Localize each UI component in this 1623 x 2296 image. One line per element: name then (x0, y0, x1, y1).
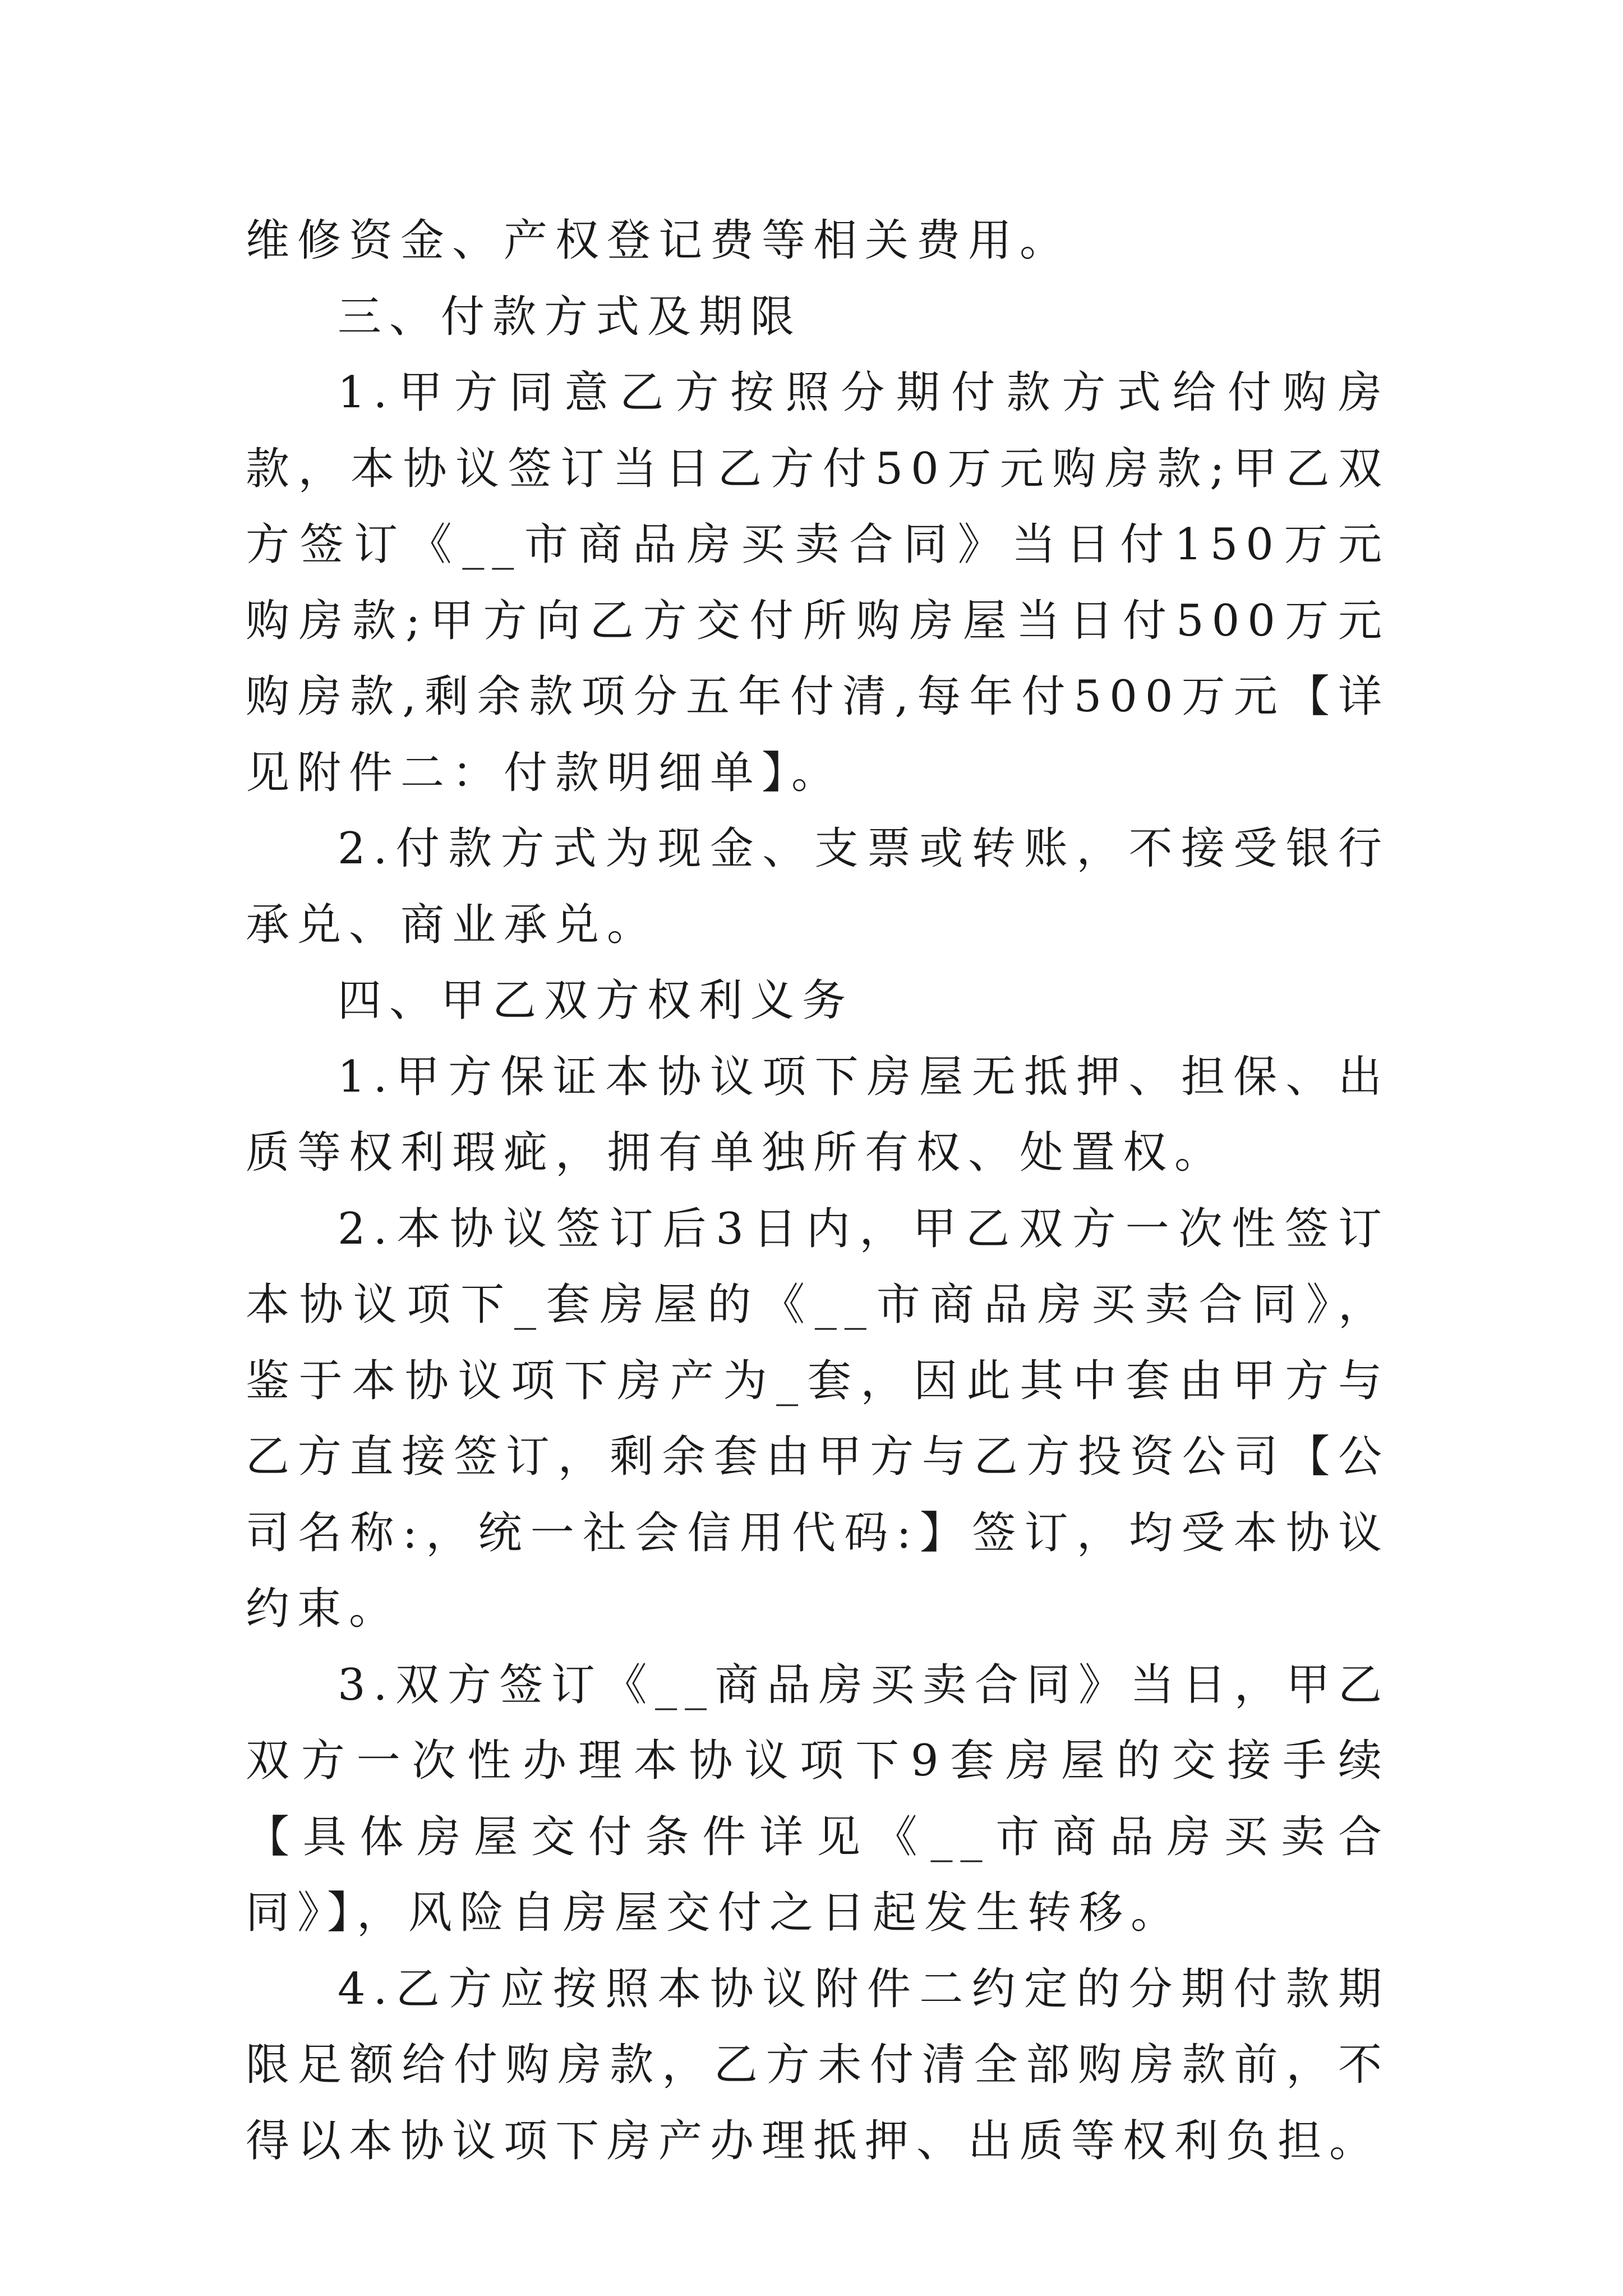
document-body (246, 203, 1390, 2179)
section-heading-payment: 三、付款方式及期限 (338, 291, 803, 342)
clause-payment-method: 2.付款方式为现金、支票或转账，不接受银行承兑、商业承兑。 (246, 823, 1390, 950)
clause-contract-signing: 2.本协议签订后3日内，甲乙双方一次性签订本协议项下_套房屋的《__市商品房买卖合同》，鉴于本协议项下房产为_套，因此其中套由甲方与乙方直接签订，剩余套由甲方与乙方投资公司【公司名称:，统一社会信用代码:】签订，均受本协议约束。 (246, 1203, 1390, 1634)
clause-handover: 3.双方签订《__商品房买卖合同》当日，甲乙双方一次性办理本协议项下9套房屋的交接手续【具体房屋交付条件详见《__市商品房买卖合同》】，风险自房屋交付之日起发生转移。 (246, 1659, 1390, 1938)
clause-property-guarantee: 1.甲方保证本协议项下房屋无抵押、担保、出质等权利瑕疵，拥有单独所有权、处置权。 (246, 1051, 1390, 1178)
clause-payment-installments: 1.甲方同意乙方按照分期付款方式给付购房款，本协议签订当日乙方付50万元购房款;甲乙双方签订《__市商品房买卖合同》当日付150万元购房款;甲方向乙方交付所购房屋当日付500万元购房款,剩余款项分五年付清,每年付500万元【详见附件二：付款明细单】。 (246, 367, 1390, 798)
paragraph-maintenance-fees: 维修资金、产权登记费等相关费用。 (246, 215, 1072, 266)
section-heading-rights-obligations: 四、甲乙双方权利义务 (338, 976, 854, 1026)
clause-installment-obligation: 4.乙方应按照本协议附件二约定的分期付款期限足额给付购房款，乙方未付清全部购房款前，不得以本协议项下房产办理抵押、出质等权利负担。 (246, 1963, 1390, 2166)
